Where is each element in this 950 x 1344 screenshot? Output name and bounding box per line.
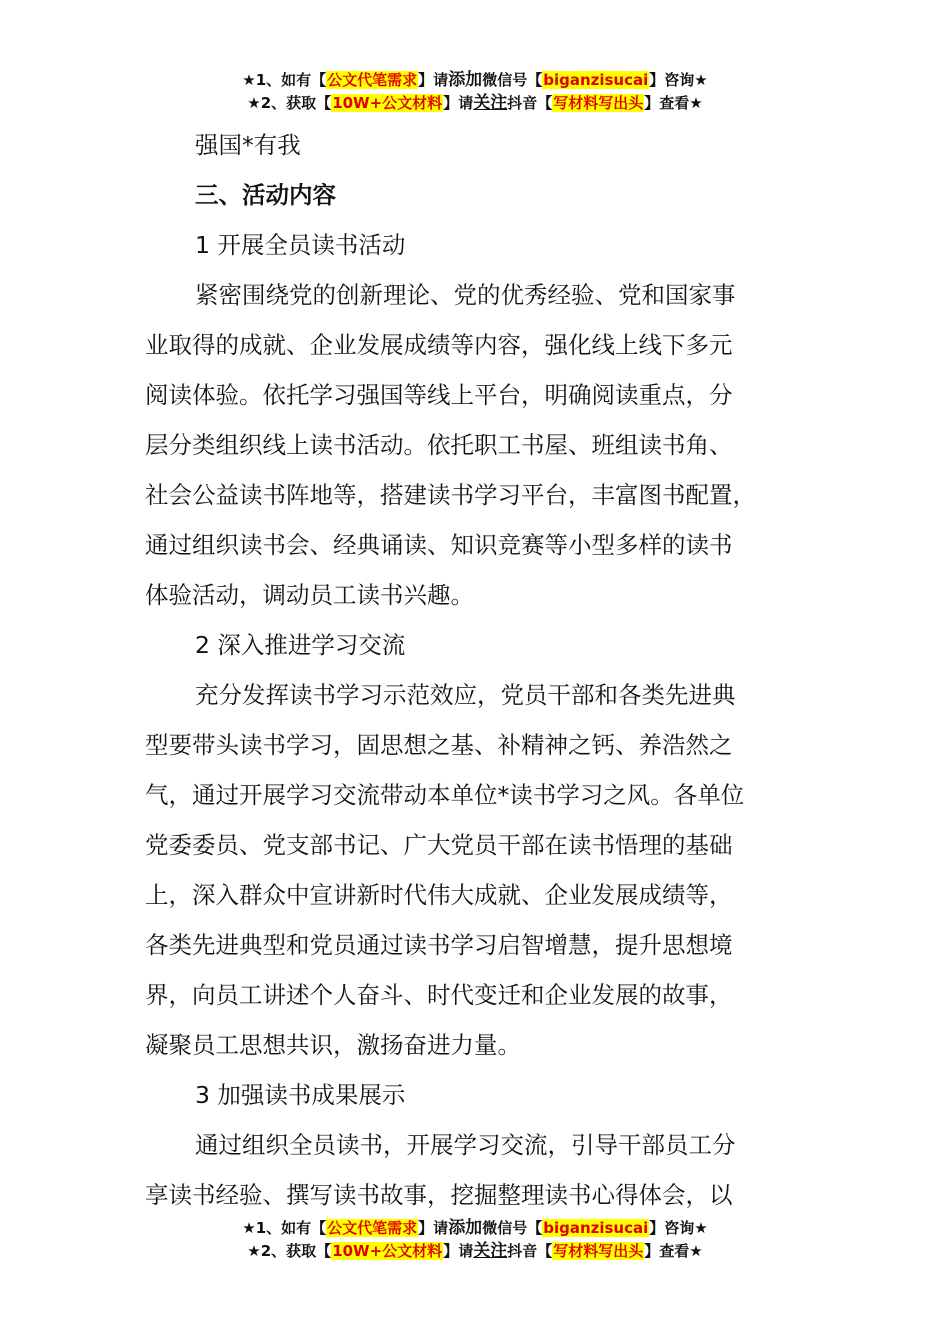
body-line: 享读书经验、撰写读书故事，挖掘整理读书心得体会，以 xyxy=(145,1181,733,1209)
banner-highlight: 公文代笔需求 xyxy=(327,1219,418,1237)
banner-line-1 xyxy=(0,69,950,92)
banner-text: ★1、如有【 xyxy=(242,71,327,89)
body-line: 型要带头读书学习，固思想之基、补精神之钙、养浩然之 xyxy=(145,731,733,759)
banner-highlight: 公文代笔需求 xyxy=(327,71,418,89)
banner-text: ★2、获取【 xyxy=(247,94,332,112)
banner-text: 】咨询★ xyxy=(649,71,708,89)
body-line: 通过组织全员读书，开展学习交流，引导干部员工分 xyxy=(195,1131,736,1159)
banner-douyin-id: 写材料写出头 xyxy=(553,94,644,112)
body-line: 阅读体验。依托学习强国等线上平台，明确阅读重点，分 xyxy=(145,381,733,409)
banner-text: 微信号【 xyxy=(482,1219,543,1237)
banner-text: 】查看★ xyxy=(644,1242,703,1260)
banner-text: ★2、获取【 xyxy=(247,1242,332,1260)
body-line: 各类先进典型和党员通过读书学习启智增慧，提升思想境 xyxy=(145,931,733,959)
body-line: 上，深入群众中宣讲新时代伟大成就、企业发展成绩等， xyxy=(145,881,733,909)
banner-text: ★1、如有【 xyxy=(242,1219,327,1237)
banner-emphasis: 关注 xyxy=(473,1241,508,1261)
subsection-heading: 3 加强读书成果展示 xyxy=(195,1081,406,1109)
banner-text: 】请 xyxy=(418,1219,449,1237)
body-line: 层分类组织线上读书活动。依托职工书屋、班组读书角、 xyxy=(145,431,733,459)
banner-text: 】请 xyxy=(443,94,474,112)
banner-highlight: 10W+公文材料 xyxy=(332,1242,443,1260)
banner-line-2 xyxy=(0,1240,950,1263)
banner-wechat-id: biganzisucai xyxy=(543,1219,649,1237)
body-line: 界，向员工讲述个人奋斗、时代变迁和企业发展的故事， xyxy=(145,981,733,1009)
body-line: 党委委员、党支部书记、广大党员干部在读书悟理的基础 xyxy=(145,831,733,859)
body-line: 通过组织读书会、经典诵读、知识竞赛等小型多样的读书 xyxy=(145,531,733,559)
banner-highlight: 10W+公文材料 xyxy=(332,94,443,112)
section-heading: 三、活动内容 xyxy=(195,181,336,209)
banner-emphasis: 关注 xyxy=(473,93,508,113)
banner-text: 】查看★ xyxy=(644,94,703,112)
subsection-heading: 2 深入推进学习交流 xyxy=(195,631,406,659)
banner-text: 】请 xyxy=(443,1242,474,1260)
top-banner xyxy=(0,69,950,115)
body-line: 体验活动，调动员工读书兴趣。 xyxy=(145,581,474,609)
body-line: 业取得的成就、企业发展成绩等内容，强化线上线下多元 xyxy=(145,331,733,359)
banner-text: 微信号【 xyxy=(482,71,543,89)
subsection-heading: 1 开展全员读书活动 xyxy=(195,231,406,259)
body-line: 气，通过开展学习交流带动本单位*读书学习之风。各单位 xyxy=(145,781,745,809)
banner-wechat-id: biganzisucai xyxy=(543,71,649,89)
banner-text: 】请 xyxy=(418,71,449,89)
body-line: 凝聚员工思想共识，激扬奋进力量。 xyxy=(145,1031,521,1059)
body-line: 紧密围绕党的创新理论、党的优秀经验、党和国家事 xyxy=(195,281,736,309)
banner-text: 抖音【 xyxy=(507,94,553,112)
banner-text: 】咨询★ xyxy=(649,1219,708,1237)
body-line: 社会公益读书阵地等，搭建读书学习平台，丰富图书配置， xyxy=(145,481,756,509)
banner-line-2 xyxy=(0,92,950,115)
banner-line-1 xyxy=(0,1217,950,1240)
banner-emphasis: 添加 xyxy=(448,70,483,90)
body-line: 强国*有我 xyxy=(195,131,301,159)
document-body xyxy=(145,120,810,1220)
banner-emphasis: 添加 xyxy=(448,1218,483,1238)
bottom-banner xyxy=(0,1217,950,1263)
banner-text: 抖音【 xyxy=(507,1242,553,1260)
banner-douyin-id: 写材料写出头 xyxy=(553,1242,644,1260)
body-line: 充分发挥读书学习示范效应，党员干部和各类先进典 xyxy=(195,681,736,709)
